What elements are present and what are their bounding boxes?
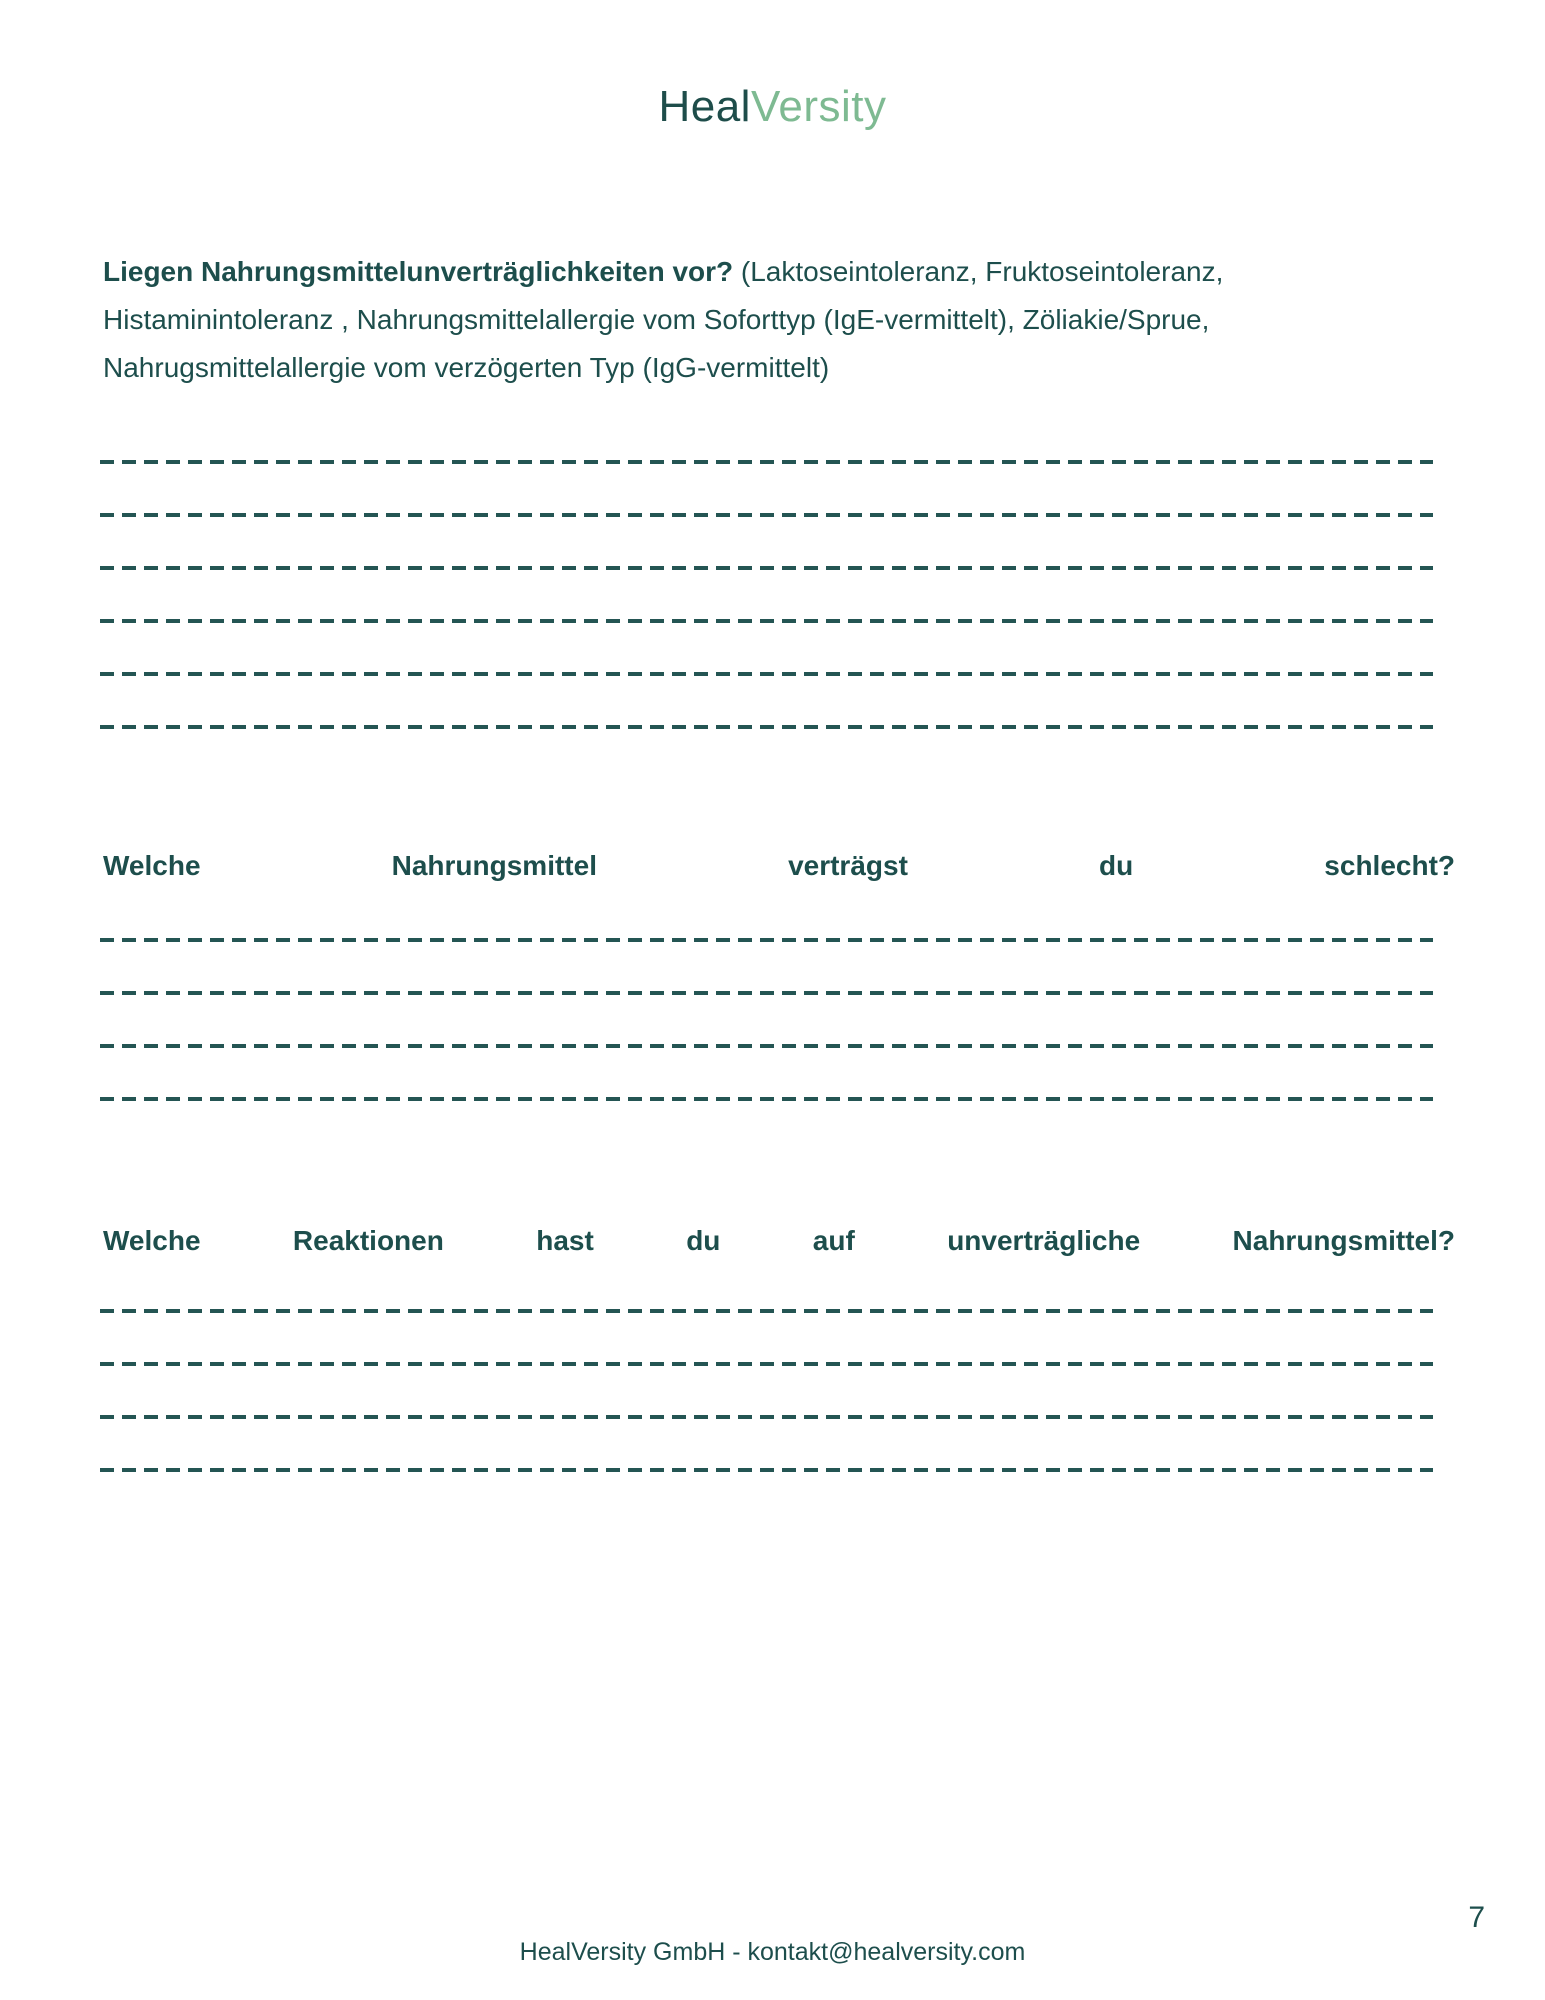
answer-line (100, 938, 1433, 942)
answer-line (100, 566, 1433, 570)
answer-lines-question3 (100, 1309, 1433, 1472)
question-food-intolerances-detail: (Laktoseintoleranz, Fruktoseintoleranz, Histaminintoleranz , Nahrungsmittelallergie vom Soforttyp (IgE-vermittelt), Zöliakie/Sprue, Nahrugsmittelallergie vom verzögerten Typ (IgG-vermittelt) (103, 256, 1224, 383)
question-which-reactions: Welche Reaktionen hast du auf unverträgliche Nahrungsmittel? (103, 1225, 1455, 1256)
answer-line (100, 725, 1433, 729)
healversity-logo (0, 78, 1545, 135)
answer-line (100, 1044, 1433, 1048)
question-food-intolerances-bold: Liegen Nahrungsmittelunverträglichkeiten vor? (103, 256, 734, 287)
answer-line (100, 460, 1433, 464)
answer-lines-question1 (100, 460, 1433, 729)
logo-text-versity: Versity (750, 82, 887, 131)
answer-line (100, 1362, 1433, 1366)
answer-line (100, 1468, 1433, 1472)
question-food-intolerances (103, 248, 1445, 392)
answer-line (100, 619, 1433, 623)
answer-lines-question2 (100, 938, 1433, 1101)
answer-line (100, 1309, 1433, 1313)
logo-text-heal: Heal (658, 82, 751, 131)
answer-line (100, 672, 1433, 676)
page-number: 7 (1468, 1901, 1485, 1934)
answer-line (100, 1097, 1433, 1101)
answer-line (100, 513, 1433, 517)
footer-contact: HealVersity GmbH - kontakt@healversity.com (519, 1938, 1026, 1966)
question-which-foods: Welche Nahrungsmittel verträgst du schlecht? (103, 850, 1455, 881)
answer-line (100, 991, 1433, 995)
answer-line (100, 1415, 1433, 1419)
